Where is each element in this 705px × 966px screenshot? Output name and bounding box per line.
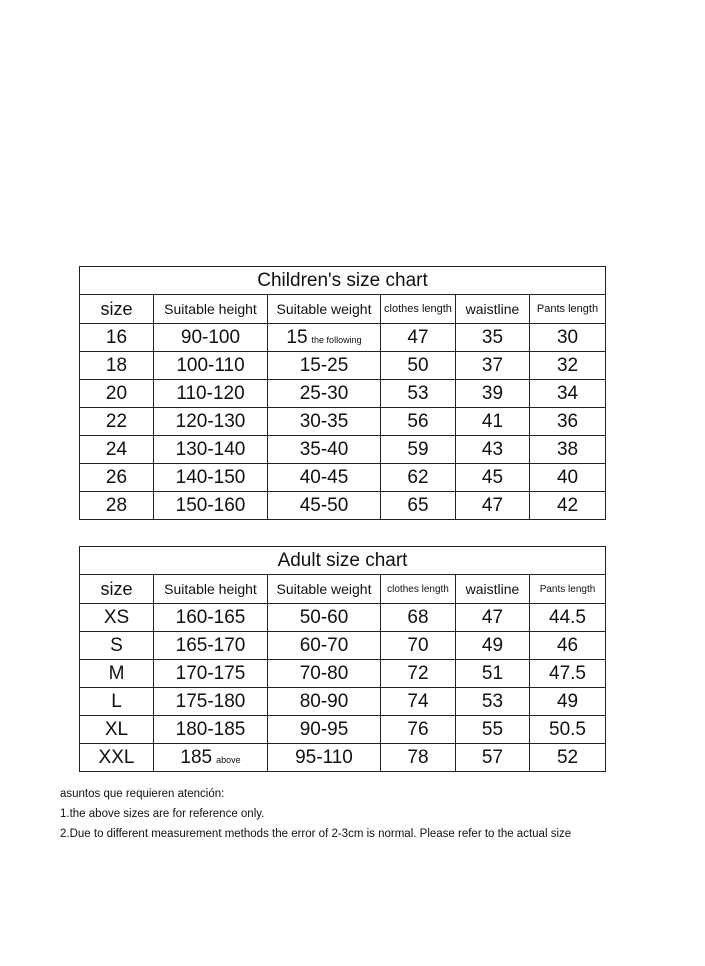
pants-length-cell-value: 36 [556, 410, 579, 432]
adult-chart-title: Adult size chart [80, 547, 606, 575]
header-size: size [80, 575, 154, 604]
waistline-cell-value: 47 [481, 606, 504, 628]
table-row [80, 324, 606, 352]
size-cell [80, 408, 154, 436]
header-weight: Suitable weight [268, 295, 381, 324]
pants-length-cell-value: 34 [556, 382, 579, 404]
weight-cell [268, 744, 381, 772]
waistline-cell-value: 53 [481, 690, 504, 712]
waistline-cell-value: 57 [481, 746, 504, 768]
height-cell [154, 408, 268, 436]
weight-cell [268, 632, 381, 660]
weight-cell [268, 352, 381, 380]
header-clothes-length: clothes length [381, 575, 456, 604]
pants-length-cell-value: 49 [556, 690, 579, 712]
clothes-length-cell [381, 492, 456, 520]
clothes-length-cell [381, 324, 456, 352]
table-row [80, 744, 606, 772]
height-cell [154, 352, 268, 380]
weight-cell [268, 492, 381, 520]
pants-length-cell-value: 50.5 [549, 718, 586, 740]
height-cell [154, 380, 268, 408]
clothes-length-cell [381, 352, 456, 380]
size-cell-value: L [111, 690, 122, 712]
weight-cell-value: 60-70 [299, 634, 349, 656]
weight-cell-suffix: the following [311, 334, 362, 345]
weight-cell-value: 15-25 [299, 354, 349, 376]
height-cell [154, 716, 268, 744]
notes-section [60, 784, 571, 844]
clothes-length-cell-value: 76 [407, 718, 429, 740]
waistline-cell-value: 51 [481, 662, 504, 684]
waistline-cell [456, 744, 530, 772]
pants-length-cell [530, 716, 606, 744]
waistline-cell [456, 464, 530, 492]
size-cell-value: XXL [98, 746, 135, 768]
table-row [80, 380, 606, 408]
table-row [80, 660, 606, 688]
size-cell-value: 18 [105, 354, 128, 376]
waistline-cell [456, 716, 530, 744]
size-cell-value: S [110, 634, 123, 656]
waistline-cell-value: 49 [481, 634, 504, 656]
clothes-length-cell [381, 744, 456, 772]
weight-cell [268, 324, 381, 352]
waistline-cell-value: 43 [481, 438, 504, 460]
clothes-length-cell [381, 632, 456, 660]
header-pants-length: Pants length [530, 575, 606, 604]
note-line-1: 1.the above sizes are for reference only. [60, 808, 265, 820]
clothes-length-cell-value: 50 [407, 354, 429, 376]
pants-length-cell [530, 408, 606, 436]
size-cell [80, 688, 154, 716]
waistline-cell-value: 41 [481, 410, 504, 432]
size-cell [80, 352, 154, 380]
weight-cell-value: 70-80 [299, 662, 349, 684]
pants-length-cell [530, 352, 606, 380]
header-size: size [80, 295, 154, 324]
weight-cell [268, 380, 381, 408]
pants-length-cell [530, 464, 606, 492]
pants-length-cell-value: 40 [556, 466, 579, 488]
pants-length-cell-value: 42 [556, 494, 579, 516]
height-cell-value: 180-185 [175, 718, 246, 740]
height-cell [154, 660, 268, 688]
size-cell [80, 492, 154, 520]
clothes-length-cell-value: 65 [407, 494, 429, 516]
size-cell [80, 324, 154, 352]
weight-cell [268, 660, 381, 688]
height-cell [154, 436, 268, 464]
size-cell-value: XS [103, 606, 130, 628]
clothes-length-cell-value: 72 [407, 662, 429, 684]
height-cell [154, 604, 268, 632]
weight-cell-value: 50-60 [299, 606, 349, 628]
height-cell-value: 90-100 [180, 326, 241, 348]
weight-cell [268, 464, 381, 492]
pants-length-cell [530, 632, 606, 660]
weight-cell [268, 408, 381, 436]
height-cell-value: 165-170 [175, 634, 246, 656]
waistline-cell [456, 492, 530, 520]
header-waistline: waistline [456, 575, 530, 604]
adult-size-chart [79, 546, 606, 772]
size-cell [80, 380, 154, 408]
pants-length-cell [530, 436, 606, 464]
height-cell-suffix: above [216, 754, 241, 765]
waistline-cell-value: 55 [481, 718, 504, 740]
children-size-chart [79, 266, 606, 520]
waistline-cell [456, 324, 530, 352]
waistline-cell [456, 660, 530, 688]
table-row [80, 492, 606, 520]
size-cell-value: 22 [105, 410, 128, 432]
height-cell-value: 140-150 [175, 466, 246, 488]
weight-cell [268, 688, 381, 716]
clothes-length-cell [381, 716, 456, 744]
clothes-length-cell-value: 47 [407, 326, 429, 348]
clothes-length-cell-value: 59 [407, 438, 429, 460]
weight-cell-value: 80-90 [299, 690, 349, 712]
header-height: Suitable height [154, 295, 268, 324]
clothes-length-cell-value: 74 [407, 690, 429, 712]
notes-heading: asuntos que requieren atención: [60, 788, 225, 800]
size-cell [80, 464, 154, 492]
weight-cell-value: 35-40 [299, 438, 349, 460]
size-cell [80, 660, 154, 688]
pants-length-cell [530, 604, 606, 632]
height-cell-value: 160-165 [175, 606, 246, 628]
weight-cell-value: 40-45 [299, 466, 349, 488]
size-cell-value: 16 [105, 326, 128, 348]
table-row [80, 408, 606, 436]
height-cell-value: 150-160 [175, 494, 246, 516]
table-row [80, 604, 606, 632]
size-cell-value: 26 [105, 466, 128, 488]
pants-length-cell-value: 32 [556, 354, 579, 376]
clothes-length-cell [381, 408, 456, 436]
clothes-length-cell-value: 56 [407, 410, 429, 432]
pants-length-cell [530, 324, 606, 352]
weight-cell-value: 90-95 [299, 718, 349, 740]
height-cell-value: 170-175 [175, 662, 246, 684]
pants-length-cell-value: 52 [556, 746, 579, 768]
clothes-length-cell [381, 380, 456, 408]
pants-length-cell-value: 47.5 [549, 662, 586, 684]
size-cell-value: 20 [105, 382, 128, 404]
weight-cell-value: 45-50 [299, 494, 349, 516]
size-cell [80, 744, 154, 772]
height-cell-value: 130-140 [175, 438, 246, 460]
waistline-cell [456, 380, 530, 408]
pants-length-cell-value: 46 [556, 634, 579, 656]
size-cell [80, 716, 154, 744]
waistline-cell [456, 632, 530, 660]
waistline-cell-value: 39 [481, 382, 504, 404]
size-cell-value: 24 [105, 438, 128, 460]
table-row [80, 436, 606, 464]
clothes-length-cell [381, 464, 456, 492]
waistline-cell [456, 408, 530, 436]
height-cell [154, 324, 268, 352]
weight-cell-value: 25-30 [299, 382, 349, 404]
children-chart-title: Children's size chart [80, 267, 606, 295]
pants-length-cell-value: 38 [556, 438, 579, 460]
table-row [80, 632, 606, 660]
waistline-cell [456, 688, 530, 716]
table-row [80, 464, 606, 492]
size-cell-value: XL [104, 718, 129, 740]
clothes-length-cell-value: 68 [407, 606, 429, 628]
pants-length-cell-value: 44.5 [549, 606, 586, 628]
size-cell-value: 28 [105, 494, 128, 516]
header-pants-length: Pants length [530, 295, 606, 324]
size-cell [80, 632, 154, 660]
height-cell-value: 120-130 [175, 410, 246, 432]
waistline-cell [456, 436, 530, 464]
clothes-length-cell [381, 604, 456, 632]
clothes-length-cell-value: 78 [407, 746, 429, 768]
table-row [80, 688, 606, 716]
pants-length-cell [530, 660, 606, 688]
pants-length-cell [530, 380, 606, 408]
clothes-length-cell [381, 688, 456, 716]
height-cell-value: 110-120 [176, 382, 245, 404]
height-cell [154, 464, 268, 492]
header-height: Suitable height [154, 575, 268, 604]
table-row [80, 352, 606, 380]
header-waistline: waistline [456, 295, 530, 324]
note-line-2: 2.Due to different measurement methods the error of 2-3cm is normal. Please refer to the actual size [60, 828, 572, 840]
height-cell-value: 185 [180, 746, 213, 768]
pants-length-cell [530, 688, 606, 716]
height-cell-value: 175-180 [175, 690, 246, 712]
clothes-length-cell-value: 53 [407, 382, 429, 404]
table-row [80, 716, 606, 744]
pants-length-cell [530, 744, 606, 772]
header-weight: Suitable weight [268, 575, 381, 604]
weight-cell-value: 15 [286, 326, 308, 348]
waistline-cell [456, 352, 530, 380]
weight-cell [268, 436, 381, 464]
clothes-length-cell-value: 70 [407, 634, 429, 656]
height-cell [154, 688, 268, 716]
waistline-cell [456, 604, 530, 632]
height-cell-value: 100-110 [176, 354, 245, 376]
weight-cell-value: 30-35 [299, 410, 349, 432]
waistline-cell-value: 47 [481, 494, 504, 516]
waistline-cell-value: 35 [481, 326, 504, 348]
height-cell [154, 492, 268, 520]
pants-length-cell [530, 492, 606, 520]
pants-length-cell-value: 30 [556, 326, 579, 348]
size-cell [80, 604, 154, 632]
waistline-cell-value: 37 [481, 354, 504, 376]
weight-cell [268, 716, 381, 744]
header-clothes-length: clothes length [381, 295, 456, 324]
weight-cell-value: 95-110 [295, 746, 353, 768]
height-cell [154, 632, 268, 660]
waistline-cell-value: 45 [481, 466, 504, 488]
height-cell [154, 744, 268, 772]
clothes-length-cell-value: 62 [407, 466, 429, 488]
size-cell [80, 436, 154, 464]
clothes-length-cell [381, 660, 456, 688]
clothes-length-cell [381, 436, 456, 464]
weight-cell [268, 604, 381, 632]
size-cell-value: M [108, 662, 125, 684]
